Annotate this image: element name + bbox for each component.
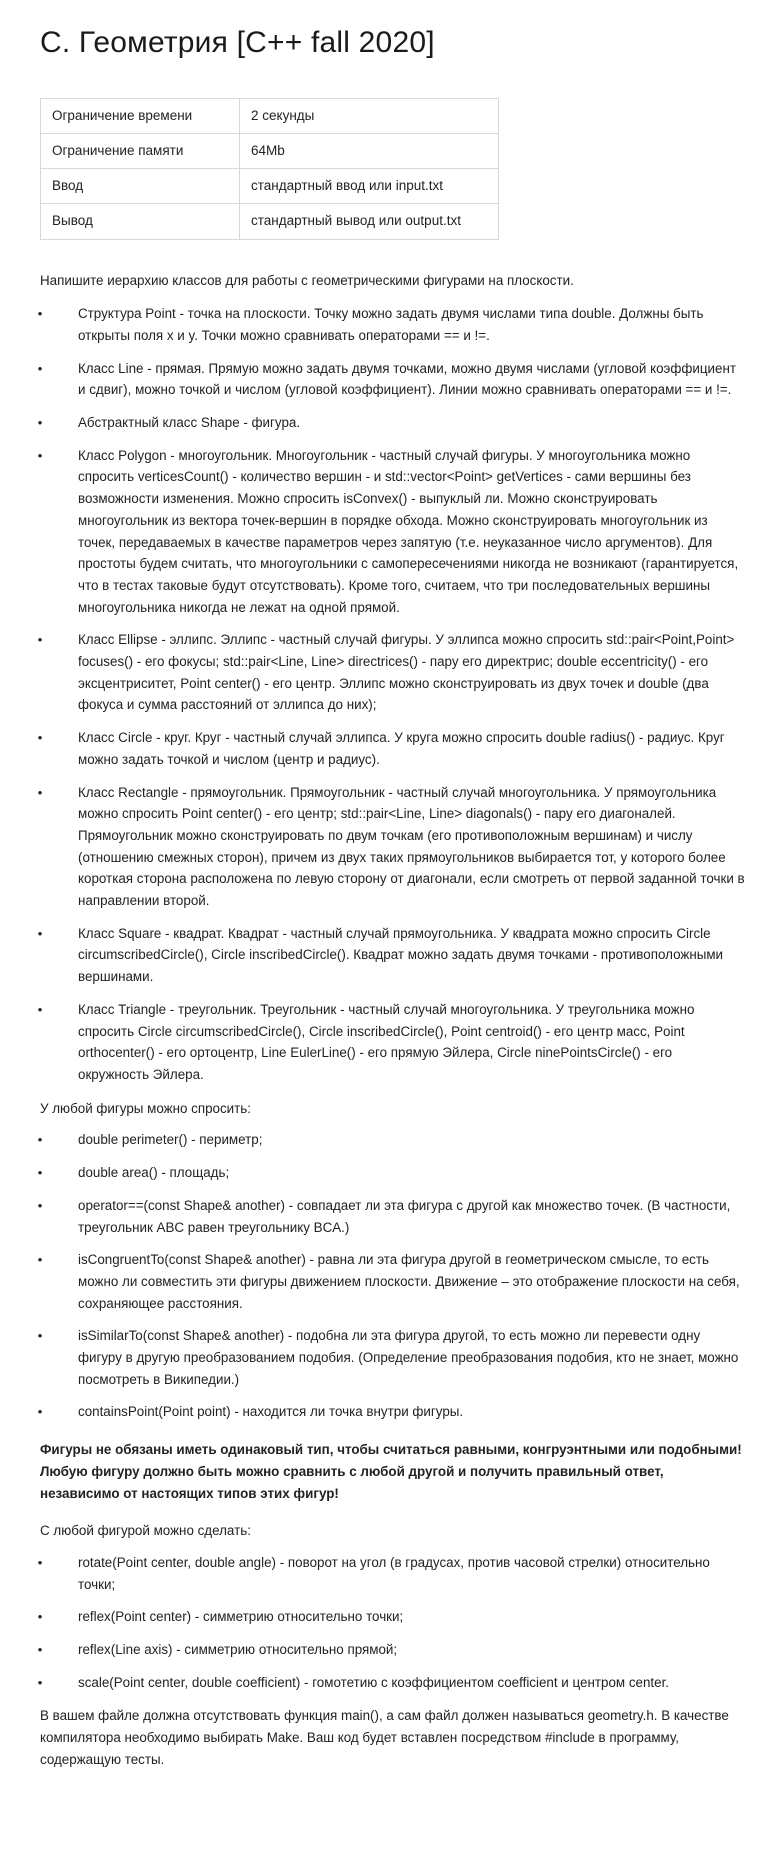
limit-value-output: стандартный вывод или output.txt (240, 204, 499, 239)
limits-table-wrapper (0, 62, 767, 240)
limit-value-memory: 64Mb (240, 133, 499, 168)
limits-table (40, 98, 499, 240)
bottom-spacer (40, 1783, 745, 1813)
query-item-is-similar-to: isSimilarTo(const Shape& another) - подобна ли эта фигура другой, то есть можно ли перевести одну фигуру в другую преобразованием подобия. (Определение преобразования подобия, кто не знает, можно посмотреть в Википедии.) (78, 1328, 739, 1387)
query-item-is-congruent-to: isCongruentTo(const Shape& another) - равна ли эта фигура другой в геометрическом смысле, то есть можно ли совместить эти фигуры движением плоскости. Движение – это отображение плоскости на себя, сохраняющее расстояния. (78, 1252, 740, 1311)
list-item (78, 1129, 745, 1151)
list-item (78, 1195, 745, 1238)
class-item-circle: Класс Circle - круг. Круг - частный случай эллипса. У круга можно спросить double radius() - радиус. Круг можно задать точкой и числом (центр и радиус). (78, 730, 725, 767)
queries-heading: У любой фигуры можно спросить: (40, 1100, 251, 1116)
list-item (78, 629, 745, 716)
limit-value-time: 2 секунды (240, 98, 499, 133)
important-note: Фигуры не обязаны иметь одинаковый тип, чтобы считаться равными, конгруэнтными или подобными! Любую фигуру должно быть можно сравнить с любой другой и получить правильный ответ, независимо от настоящих типов этих фигур! (40, 1442, 742, 1501)
class-item-line: Класс Line - прямая. Прямую можно задать двумя точками, можно двумя числами (угловой коэффициент и сдвиг), можно точкой и числом (угловой коэффициент). Линии можно сравнивать операторами == и !=. (78, 360, 737, 398)
class-item-triangle: Класс Triangle - треугольник. Треугольник - частный случай многоугольника. У треугольника можно спросить Circle circumscribedCircle(), Circle inscribedCircle(), Point centroid() - его центр масс, Point orthocenter() - его ортоцентр, Line EulerLine() - его прямую Эйлера, Circle ninePointsCircle() - его окружность Эйлера. (78, 1001, 695, 1082)
transform-item-reflex-point: reflex(Point center) - симметрию относительно точки; (78, 1609, 404, 1625)
query-item-operator-equals: operator==(const Shape& another) - совпадает ли эта фигура с другой как множество точек. (В частности, треугольник ABC равен треугольнику BCA.) (78, 1197, 731, 1235)
transform-item-rotate: rotate(Point center, double angle) - поворот на угол (в градусах, против часовой стрелки) относительно точки; (78, 1554, 710, 1592)
limit-label-memory: Ограничение памяти (41, 133, 240, 168)
query-item-area: double area() - площадь; (78, 1165, 230, 1181)
table-row (41, 133, 499, 168)
list-item (78, 1162, 745, 1184)
query-item-contains-point: containsPoint(Point point) - находится ли точка внутри фигуры. (78, 1404, 464, 1420)
limit-label-output: Вывод (41, 204, 240, 239)
class-item-polygon: Класс Polygon - многоугольник. Многоугольник - частный случай фигуры. У многоугольника можно спросить verticesCount() - количество вершин - и std::vector<Point> getVertices - сами вершины без возможности изменения. Можно спросить isConvex() - выпуклый ли. Можно сконструировать многоугольник из вектора точек-вершин в порядке обхода. Можно сконструировать многоугольник из точек, передаваемых в качестве параметров через запятую (т.е. неуказанное число аргументов). Для простоты будем считать, что многоугольники с самопересечениями никогда не возникают (гарантируется, что в тестах таковые будут отсутствовать). Кроме того, считаем, что три последовательных вершины многоугольника никогда не лежат на одной прямой. (78, 447, 739, 615)
list-item (78, 727, 745, 770)
statement-intro: Напишите иерархию классов для работы с геометрическими фигурами на плоскости. (40, 272, 574, 288)
list-item (78, 782, 745, 912)
list-item (78, 412, 745, 434)
list-item (78, 1325, 745, 1390)
table-row (41, 169, 499, 204)
class-item-point: Структура Point - точка на плоскости. Точку можно задать двумя числами типа double. Должны быть открыты поля x и y. Точки можно сравнивать операторами == и !=. (78, 306, 704, 343)
shape-queries-list (40, 1129, 745, 1423)
statement-body (0, 240, 767, 1853)
limit-value-input: стандартный ввод или input.txt (240, 169, 499, 204)
class-item-rectangle: Класс Rectangle - прямоугольник. Прямоугольник - частный случай многоугольника. У прямоугольника можно спросить Point center() - его центр; std::pair<Line, Line> diagonals() - пару его диагоналей. Прямоугольник можно сконструировать по двум точкам (его противоположным вершинам) и числу (отношению смежных сторон), причем из двух таких прямоугольников выбирается тот, у которого более короткая сторона расположена по левую сторону от диагонали, если смотреть от первой заданной точки в направлении второй. (78, 784, 745, 909)
shape-transforms-list (40, 1552, 745, 1694)
limit-label-time: Ограничение времени (41, 98, 240, 133)
list-item (78, 1639, 745, 1661)
list-item (78, 923, 745, 988)
list-item (78, 445, 745, 619)
list-item (78, 1249, 745, 1314)
transform-item-scale: scale(Point center, double coefficient) - гомотетию с коэффициентом coefficient и центром center. (78, 1674, 670, 1690)
submission-instructions: В вашем файле должна отсутствовать функция main(), а сам файл должен называться geometry.h. В качестве компилятора необходимо выбирать Make. Ваш код будет вставлен посредством #include в программу, содержащую тесты. (40, 1708, 729, 1767)
list-item (78, 358, 745, 401)
class-hierarchy-list (40, 303, 745, 1086)
query-item-perimeter: double perimeter() - периметр; (78, 1132, 263, 1148)
list-item (78, 303, 745, 346)
page-title: C. Геометрия [C++ fall 2020] (40, 26, 435, 59)
class-item-ellipse: Класс Ellipse - эллипс. Эллипс - частный случай фигуры. У эллипса можно спросить std::pair<Point,Point> focuses() - его фокусы; std::pair<Line, Line> directrices() - пару его директрис; double eccentricity() - его эксцентриситет, Point center() - его центр. Эллипс можно сконструировать из двух точек и double (два фокуса и сумма расстояний от эллипса до них); (78, 632, 735, 713)
list-item (78, 1672, 745, 1694)
transform-item-reflex-line: reflex(Line axis) - симметрию относительно прямой; (78, 1642, 398, 1658)
list-item (78, 1552, 745, 1595)
class-item-shape: Абстрактный класс Shape - фигура. (78, 415, 301, 431)
limit-label-input: Ввод (41, 169, 240, 204)
list-item (78, 1401, 745, 1423)
limits-table-body (41, 98, 499, 239)
table-row (41, 98, 499, 133)
class-item-square: Класс Square - квадрат. Квадрат - частный случай прямоугольника. У квадрата можно спросить Circle circumscribedCircle(), Circle inscribedCircle(). Квадрат можно задать двумя точками - противоположными вершинами. (78, 925, 724, 985)
list-item (78, 1606, 745, 1628)
table-row (41, 204, 499, 239)
list-item (78, 999, 745, 1086)
transforms-heading: С любой фигурой можно сделать: (40, 1523, 251, 1539)
